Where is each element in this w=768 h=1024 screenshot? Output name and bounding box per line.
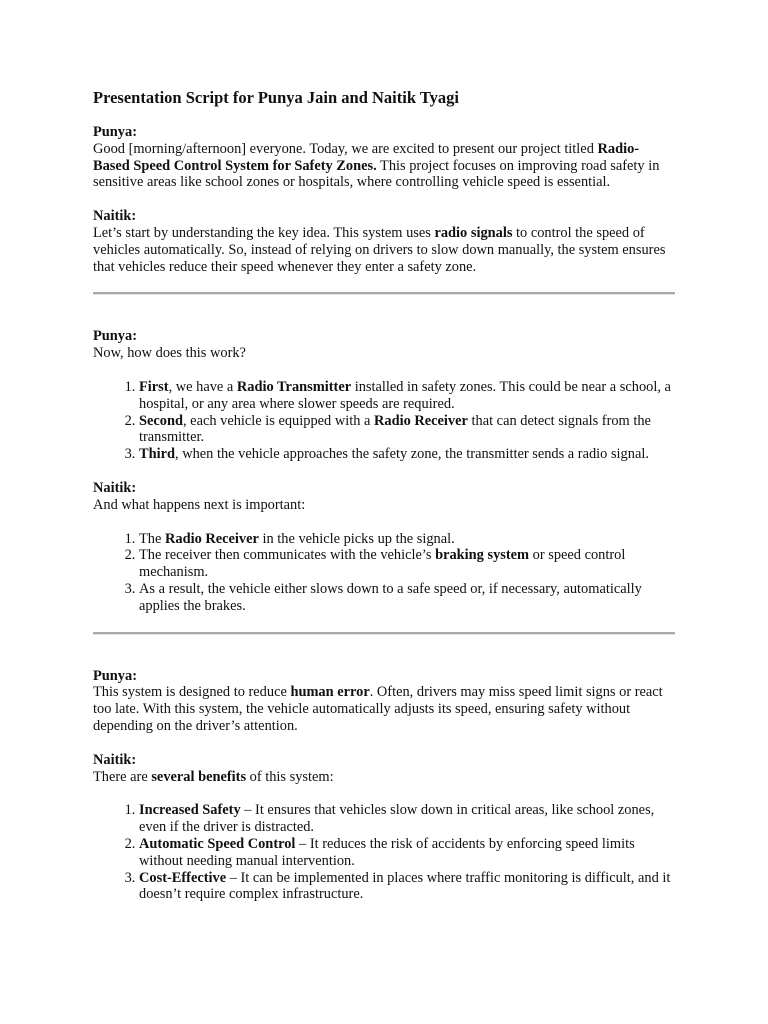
bold-text: Automatic Speed Control (139, 835, 296, 852)
text-run: – It ensures that vehicles slow down in critical areas, like school zones, even if the driver is distracted. (139, 802, 655, 836)
speaker-label: Punya: (93, 124, 137, 140)
horizontal-divider (93, 632, 675, 635)
text-run: or speed control mechanism. (139, 547, 626, 581)
speaker-label: Naitik: (93, 479, 137, 496)
bold-text: radio signals (434, 224, 513, 241)
list-item (139, 531, 675, 548)
text-run: Good [morning/afternoon] everyone. Today, we are excited to present our project titled (93, 140, 598, 157)
script-section-punya-how (93, 328, 675, 362)
bold-text: Radio Transmitter (236, 378, 352, 395)
bold-text: Radio-Based Speed Control System for Safety Zones. (93, 140, 640, 174)
text-run: There are (93, 768, 152, 785)
paragraph (93, 225, 675, 275)
paragraph: Now, how does this work? (93, 345, 246, 362)
speaker-label: Punya: (93, 328, 137, 345)
bold-text: braking system (435, 547, 530, 564)
paragraph (93, 769, 675, 786)
list-item (139, 446, 675, 463)
speaker-label: Naitik: (93, 208, 137, 225)
text-run: , when the vehicle approaches the safety zone, the transmitter sends a radio signal. (175, 446, 649, 463)
document-page (93, 88, 675, 920)
numbered-list (93, 802, 675, 903)
text-run: . Often, drivers may miss speed limit signs or react too late. With this system, the vehicle automatically adjusts its speed, ensuring safety without depending on the driver’s attention. (93, 684, 663, 734)
text-run: As a result, the vehicle either slows down to a safe speed or, if necessary, automatically applies the brakes. (139, 580, 642, 614)
text-run: This project focuses on improving road safety in sensitive areas like school zones or hospitals, where controlling vehicle speed is essential. (93, 157, 660, 191)
text-run: , we have a (168, 378, 237, 395)
text-run: in the vehicle picks up the signal. (258, 530, 455, 547)
bold-text: Radio Receiver (374, 412, 468, 429)
text-run: installed in safety zones. This could be near a school, a hospital, or any area where slower speeds are required. (139, 378, 671, 412)
horizontal-divider (93, 292, 675, 295)
bold-text: Cost-Effective (139, 869, 227, 886)
paragraph (93, 141, 675, 191)
list-item (139, 413, 675, 447)
script-section-naitik-next (93, 480, 675, 514)
speaker-label: Naitik: (93, 751, 137, 768)
text-run: , each vehicle is equipped with a (182, 412, 374, 429)
list-item (139, 379, 675, 413)
text-run: Let’s start by understanding the key idea. This system uses (93, 224, 435, 241)
text-run: The receiver then communicates with the vehicle’s (139, 547, 436, 564)
text-run: of this system: (246, 768, 334, 785)
script-section-punya-intro (93, 124, 675, 191)
bold-text: Increased Safety (139, 802, 241, 819)
text-run: The (139, 530, 165, 547)
list-item (139, 870, 675, 904)
bold-text: Radio Receiver (164, 530, 259, 547)
speaker-label: Punya: (93, 667, 137, 684)
bold-text: Third (139, 446, 175, 463)
text-run: – It can be implemented in places where traffic monitoring is difficult, and it doesn’t require complex infrastructure. (139, 869, 671, 903)
numbered-list (93, 379, 675, 463)
bold-text: First (139, 378, 169, 395)
bold-text: several benefits (151, 768, 247, 785)
paragraph (93, 684, 675, 734)
script-section-naitik-benefits (93, 752, 675, 786)
list-item (139, 802, 675, 836)
list-item (139, 547, 675, 581)
numbered-list (93, 531, 675, 615)
script-section-punya-human-error (93, 668, 675, 735)
bold-text: Second (139, 412, 183, 429)
text-run: that can detect signals from the transmitter. (139, 412, 651, 446)
paragraph: And what happens next is important: (93, 496, 306, 513)
list-item (139, 581, 675, 615)
text-run: – It reduces the risk of accidents by enforcing speed limits without needing manual intervention. (139, 835, 635, 869)
page-title: Presentation Script for Punya Jain and Naitik Tyagi (93, 88, 459, 107)
list-item (139, 836, 675, 870)
text-run: to control the speed of vehicles automatically. So, instead of relying on drivers to slow down manually, the system ensures that vehicles reduce their speed whenever they enter a safety zone. (93, 224, 666, 275)
script-section-naitik-idea (93, 208, 675, 275)
bold-text: human error (290, 684, 370, 701)
text-run: This system is designed to reduce (93, 684, 291, 701)
